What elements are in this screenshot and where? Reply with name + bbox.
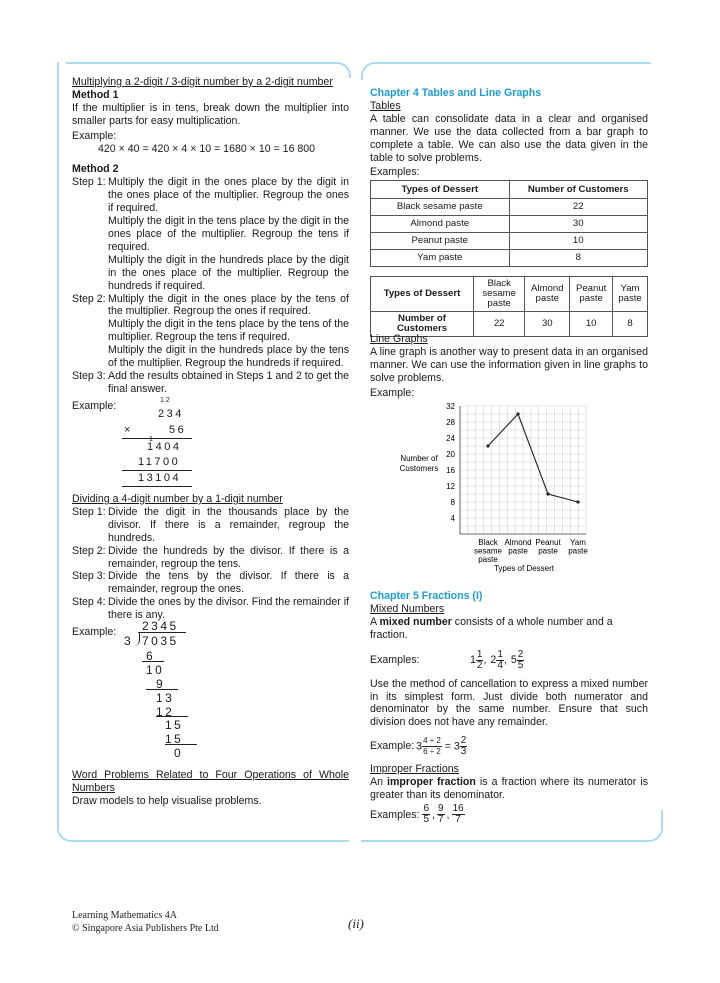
step-text: Multiply the digit in the hundreds place by the digit in the ones place of the multiplier. Regroup the hundreds if required.	[108, 253, 349, 292]
division-rule	[142, 661, 164, 662]
denominator: 4	[497, 660, 503, 672]
step-label: Step 2:	[72, 544, 106, 557]
denominator: 2	[476, 660, 483, 672]
numerator: 1	[497, 649, 503, 661]
whole-number: 3	[416, 740, 423, 753]
method2-steps	[72, 176, 349, 395]
word-title: Word Problems Related to Four Operations of Whole Numbers	[72, 769, 349, 794]
series-line	[488, 414, 578, 502]
separator: ,	[446, 808, 450, 821]
dividend: 7035	[142, 634, 179, 648]
table-cell: 30	[509, 216, 648, 233]
div-example-label: Example:	[72, 626, 117, 639]
step-text: Add the results obtained in Steps 1 and 2 to get the final answer.	[108, 369, 349, 395]
mixed-numbers-title: Mixed Numbers	[370, 602, 445, 615]
division-rule	[165, 744, 197, 745]
table2-col: Peanut paste	[570, 277, 613, 312]
line-graph-example-label: Example:	[370, 386, 415, 399]
step-text: Divide the tens by the divisor. If there is a remainder, regroup the ones.	[108, 570, 349, 596]
fraction	[452, 804, 465, 825]
improper-examples-row	[370, 802, 648, 828]
mixed-pre: A	[370, 615, 380, 628]
mult-line-1	[122, 438, 192, 439]
data-point	[546, 492, 549, 495]
cancel-example-row	[370, 733, 648, 759]
mixed-examples	[470, 650, 528, 671]
numerator: 4 ÷ 2	[423, 735, 441, 745]
page-number: (ii)	[348, 916, 364, 931]
cancel-text: Use the method of cancellation to express a mixed number in its simplest form. Just divide both numerator and denominator by the same number. Ensure that such division does not have any remainder.	[370, 677, 648, 729]
table2-value: 30	[525, 312, 570, 337]
cancel-example-label: Example:	[370, 739, 415, 752]
method1-example: 420 × 40 = 420 × 4 × 10 = 1680 × 10 = 16 800	[98, 142, 316, 155]
y-tick-label: 12	[446, 482, 455, 491]
step-label: Step 4:	[72, 596, 106, 609]
examples-label: Examples:	[370, 166, 420, 179]
partial-product-2: 11700	[138, 456, 181, 468]
division-step-value: 15	[165, 732, 184, 746]
step-text: Multiply the digit in the ones place by the tens of the multiplier. Regroup the ones if required.	[108, 292, 349, 318]
y-tick-label: 32	[446, 402, 455, 411]
improper-bold: improper fraction	[387, 776, 476, 789]
improper-post: is a fraction where its numerator is greater than its denominator.	[370, 776, 648, 802]
chapter5-section	[370, 590, 648, 828]
denominator: 7	[437, 814, 444, 826]
data-point	[516, 412, 519, 415]
step-text: Multiply the digit in the tens place by the digit in the ones place of the multiplier. Regroup the tens if required.	[108, 215, 349, 253]
division-step-value: 12	[156, 705, 175, 719]
table2-col: Almond paste	[525, 277, 570, 312]
denominator: 5	[517, 660, 524, 672]
table2-row2-header: Number of Customers	[371, 312, 474, 337]
table2-col: Black sesame paste	[474, 277, 525, 312]
division-step-value: 10	[146, 663, 165, 677]
division-step-value: 15	[165, 718, 184, 732]
chart-xlabel: Types of Dessert	[493, 564, 555, 573]
cancel-example	[416, 736, 467, 757]
footer-book-title: Learning Mathematics 4A	[72, 910, 177, 921]
mult-example-label: Example:	[72, 399, 117, 412]
x-tick-label: Black sesame paste	[473, 538, 503, 564]
division-step	[72, 596, 349, 622]
step-label: Step 2:	[72, 292, 106, 305]
improper-pre: An	[370, 776, 388, 789]
line-graphs-text: A line graph is another way to present data in an organised manner. We can use the information given in line graphs to solve problems.	[370, 345, 648, 384]
mixed-number-definition	[370, 616, 648, 642]
mult-line-3	[122, 486, 192, 487]
tables-text: A table can consolidate data in a clear and organised manner. We use the data collected from a bar graph to complete a table. We can also use the data given in the table to solve problems.	[370, 112, 648, 164]
fraction	[517, 650, 525, 671]
product-total: 13104	[138, 472, 182, 484]
chapter4-title: Chapter 4 Tables and Line Graphs	[370, 87, 542, 99]
step-text: Multiply the digit in the ones place by the digit in the ones place of the multiplier. Regroup the ones if required.	[108, 176, 349, 215]
mixed-examples-row	[370, 648, 648, 674]
step-label: Step 1:	[72, 505, 106, 518]
table-row	[371, 233, 648, 250]
dessert-table-horizontal	[370, 276, 648, 337]
chart-ylabel: Number of	[400, 454, 438, 463]
times-sign: ×	[124, 424, 133, 436]
numerator: 16	[452, 803, 464, 815]
mixed-bold: mixed number	[379, 615, 452, 628]
step-label: Step 3:	[72, 570, 106, 583]
fraction	[496, 650, 504, 671]
numerator: 2	[517, 649, 524, 661]
improper-examples-label: Examples:	[370, 808, 420, 821]
division-step-value: 9	[156, 677, 166, 691]
numerator: 9	[437, 803, 444, 815]
word-problems-section	[72, 769, 349, 808]
line-graph	[390, 398, 620, 578]
improper-title: Improper Fractions	[370, 763, 459, 776]
method2-step	[72, 293, 349, 319]
whole-number: 1	[470, 654, 476, 667]
example-label: Example:	[72, 129, 117, 142]
mixed-post: consists of a whole number and a fraction.	[370, 615, 613, 641]
fraction	[460, 736, 468, 757]
mixed-number	[510, 649, 524, 672]
division-step-value: 0	[174, 746, 184, 760]
table-cell: 22	[509, 199, 648, 216]
table-cell: Almond paste	[371, 216, 510, 233]
numerator: 2	[460, 734, 467, 746]
div-steps	[72, 506, 349, 622]
y-tick-label: 24	[446, 434, 455, 443]
step-label: Step 3:	[72, 369, 106, 382]
step-text: Divide the digit in the thousands place by the divisor. If there is a remainder, regroup the hundreds.	[108, 505, 349, 544]
separator: ,	[432, 808, 435, 821]
whole-number: 5	[510, 654, 517, 667]
step-text: Multiply the digit in the tens place by the tens of the multiplier. Regroup the tens if required.	[108, 318, 349, 344]
separator: ,	[483, 654, 487, 667]
table-cell: Peanut paste	[371, 233, 510, 250]
method1-text: If the multiplier is in tens, break down the multiplier into smaller parts for easy multiplication.	[72, 101, 349, 127]
method2-title: Method 2	[72, 163, 119, 176]
division-bar	[138, 632, 186, 633]
division-rule	[146, 689, 178, 690]
div-title: Dividing a 4-digit number by a 1-digit number	[72, 493, 283, 505]
table-cell: Yam paste	[371, 250, 510, 267]
dessert-table-vertical	[370, 180, 648, 267]
carry-mid: 1	[149, 436, 156, 443]
table-row	[371, 250, 648, 267]
method2-step	[72, 370, 349, 396]
table1-header-type: Types of Dessert	[371, 181, 510, 199]
chapter5-title: Chapter 5 Fractions (I)	[370, 590, 483, 602]
y-tick-label: 4	[450, 514, 455, 523]
division-step	[72, 506, 349, 545]
divisor: 3	[124, 634, 134, 648]
table-row	[371, 199, 648, 216]
chart-grid	[460, 406, 586, 534]
table2-value: 22	[474, 312, 525, 337]
table1-body	[371, 199, 648, 267]
right-frame-top	[361, 62, 651, 80]
division-step-value: 6	[146, 649, 156, 663]
table-row	[371, 216, 648, 233]
table2-col: Yam paste	[613, 277, 648, 312]
mult-title: Multiplying a 2-digit / 3-digit number by a 2-digit number	[72, 76, 333, 88]
denominator: 6 ÷ 2	[423, 746, 441, 756]
method2-step	[72, 176, 349, 215]
division-step-value: 13	[156, 691, 175, 705]
chart-y-ticks	[446, 402, 455, 523]
division-rule	[156, 716, 188, 717]
x-tick-label: Yam paste	[568, 538, 588, 556]
numerator: 1	[476, 649, 483, 661]
word-text: Draw models to help visualise problems.	[72, 794, 262, 807]
method1-title: Method 1	[72, 88, 119, 101]
mixed-examples-label: Examples:	[370, 654, 420, 667]
table-cell: Black sesame paste	[371, 199, 510, 216]
chart-ylabel: Customers	[399, 464, 439, 473]
multiplicand: 234	[158, 408, 184, 420]
data-point	[486, 444, 489, 447]
fraction	[422, 736, 442, 757]
denominator: 7	[455, 814, 461, 826]
data-point	[576, 500, 579, 503]
right-column	[370, 87, 648, 179]
mult-line-2	[122, 470, 192, 471]
whole-number: 3	[453, 740, 460, 753]
step-text: Divide the hundreds by the divisor. If there is a remainder, regroup the tens.	[108, 544, 349, 570]
carry-top: 1 2	[160, 397, 170, 404]
partial-product-1: 1404	[147, 441, 182, 453]
step-text: Multiply the digit in the hundreds place by the tens of the multiplier. Regroup the hundreds if required.	[108, 344, 349, 370]
chart-x-labels	[474, 538, 588, 564]
improper-definition	[370, 776, 648, 802]
table2-row1-header: Types of Dessert	[371, 277, 474, 312]
denominator: 3	[460, 745, 467, 757]
table-cell: 8	[509, 250, 648, 267]
fraction	[437, 804, 445, 825]
y-tick-label: 8	[450, 498, 455, 507]
table1-header-customers: Number of Customers	[509, 181, 648, 199]
numerator: 6	[423, 803, 430, 815]
division-section	[72, 493, 349, 639]
line-graph-section	[370, 333, 648, 400]
fraction	[422, 804, 430, 825]
division-step	[72, 570, 349, 596]
quotient: 2345	[142, 619, 179, 633]
mixed-number	[470, 649, 487, 672]
step-text: Divide the ones by the divisor. Find the remainder if there is any.	[108, 596, 349, 622]
y-tick-label: 16	[446, 466, 455, 475]
y-tick-label: 28	[446, 418, 455, 427]
chart-series	[486, 412, 579, 503]
x-tick-label: Peanut paste	[535, 538, 561, 556]
whole-number: 2	[490, 654, 497, 667]
tables-title: Tables	[370, 99, 401, 112]
table2-value: 8	[613, 312, 648, 337]
table2-value: 10	[570, 312, 613, 337]
mixed-number	[490, 649, 507, 672]
x-tick-label: Almond paste	[504, 538, 532, 556]
division-step	[72, 545, 349, 571]
table-cell: 10	[509, 233, 648, 250]
multiplier: 56	[169, 424, 187, 436]
step-label: Step 1:	[72, 176, 106, 189]
separator: ,	[503, 654, 507, 667]
y-tick-label: 20	[446, 450, 455, 459]
denominator: 5	[423, 814, 430, 826]
line-graphs-title: Line Graphs	[370, 333, 428, 345]
left-column	[72, 76, 349, 413]
footer-copyright: © Singapore Asia Publishers Pte Ltd	[72, 923, 219, 934]
improper-examples	[422, 804, 464, 825]
equals-sign: =	[441, 740, 454, 753]
